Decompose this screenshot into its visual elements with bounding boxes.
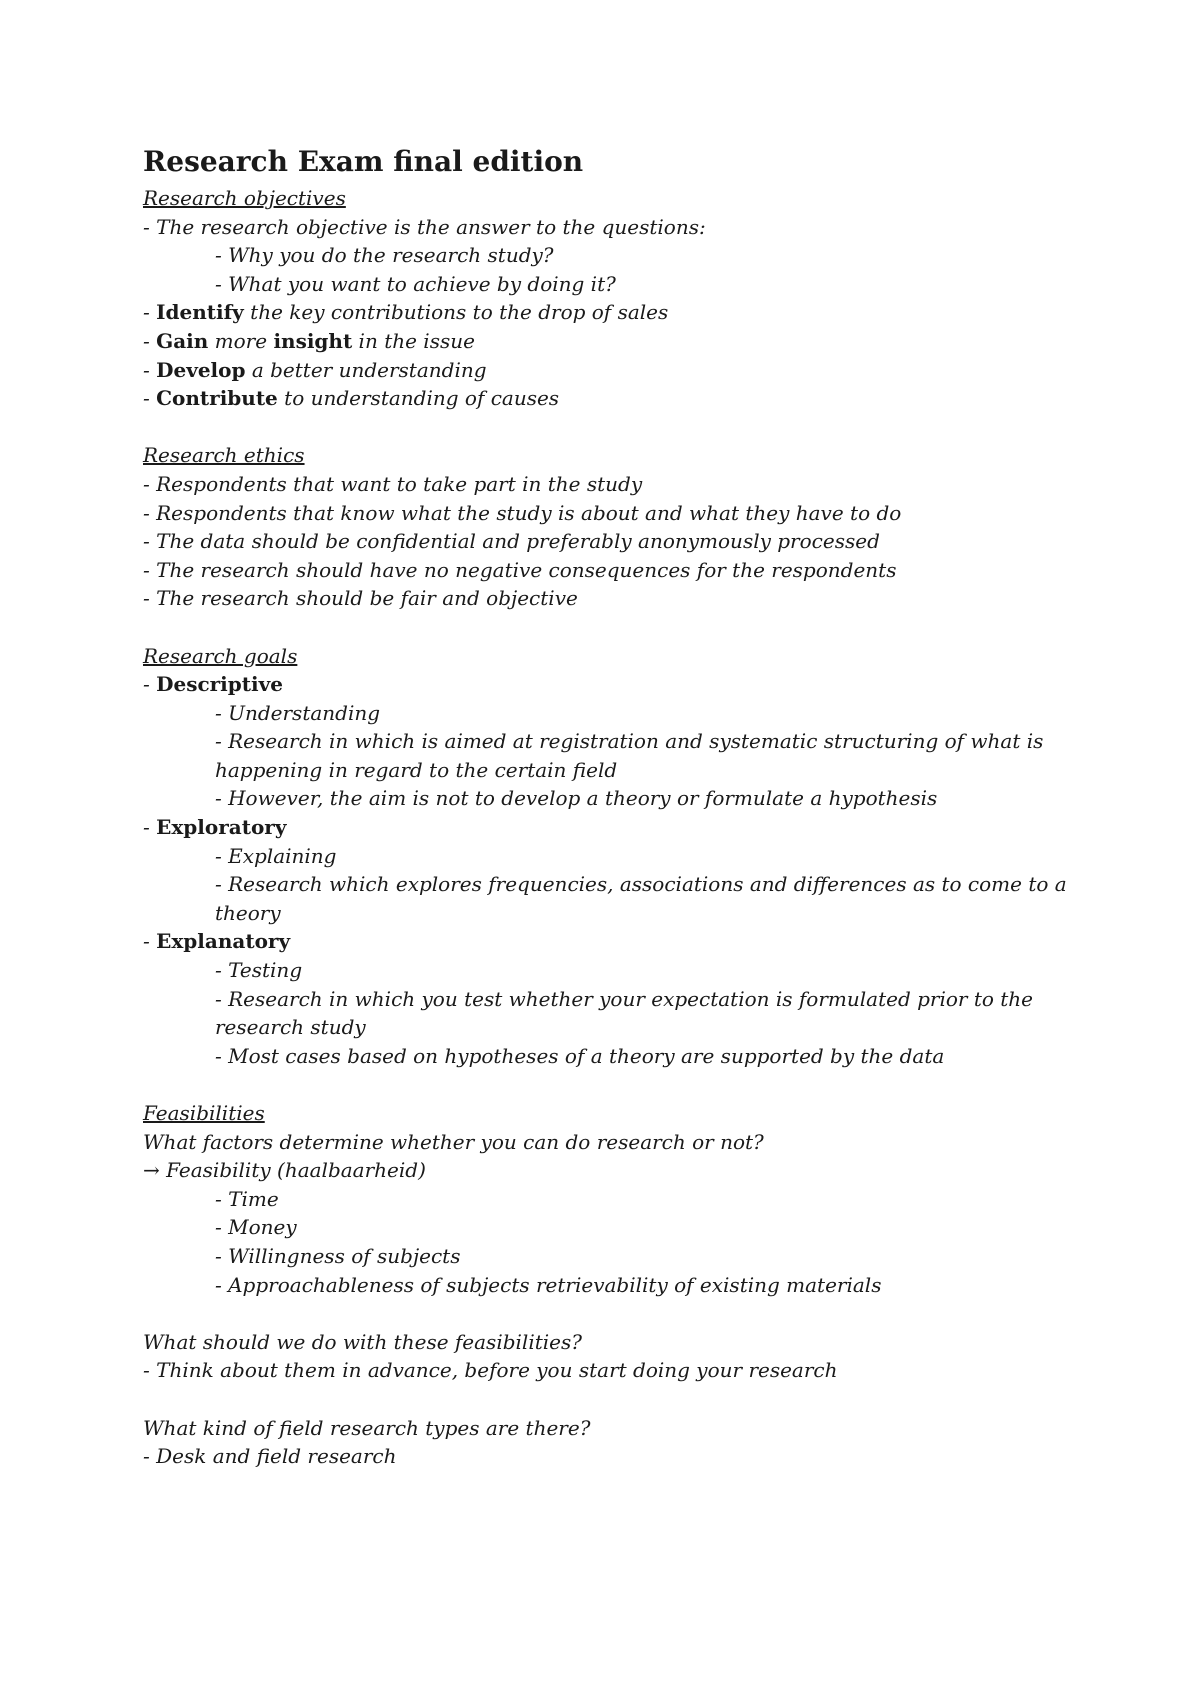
- objective-item: - Gain more insight in the issue: [143, 328, 475, 353]
- feasibility-answer-3: - Desk and field research: [143, 1444, 397, 1469]
- objective-item: - Contribute to understanding of causes: [143, 386, 560, 411]
- goal-sub-item: - Testing: [215, 958, 303, 983]
- goal-descriptive: - Descriptive: [143, 672, 283, 697]
- goal-sub-item: - Research in which is aimed at registration and systematic structuring of what is happening in regard to the certain field: [215, 729, 1044, 782]
- goal-explanatory: - Explanatory: [143, 929, 291, 954]
- feasibility-line: → Feasibility (haalbaarheid): [143, 1158, 426, 1183]
- section-heading-ethics: Research ethics: [143, 443, 305, 468]
- spacer: [143, 413, 1103, 442]
- spacer: [143, 1299, 1103, 1328]
- spacer: [143, 1070, 1103, 1099]
- section-heading-feasibilities: Feasibilities: [143, 1101, 265, 1125]
- feasibility-factor: - Time: [215, 1186, 279, 1211]
- document-page: [143, 140, 1103, 1471]
- goal-sub-item: - Explaining: [215, 843, 337, 868]
- feasibility-factor: - Money: [215, 1215, 297, 1240]
- ethics-item: - The research should be fair and objective: [143, 586, 578, 611]
- document-title: Research Exam final edition: [143, 145, 584, 178]
- goal-exploratory: - Exploratory: [143, 815, 287, 840]
- goal-sub-item: - Understanding: [215, 700, 381, 725]
- feasibility-question-3: What kind of field research types are there?: [143, 1415, 591, 1440]
- feasibility-question: What factors determine whether you can do research or not?: [143, 1129, 764, 1154]
- ethics-item: - Respondents that want to take part in the study: [143, 471, 643, 496]
- feasibility-factor: - Approachableness of subjects retrievability of existing materials: [215, 1272, 882, 1297]
- ethics-item: - The data should be confidential and preferably anonymously processed: [143, 529, 880, 554]
- section-heading-goals: Research goals: [143, 643, 298, 668]
- objectives-intro: - The research objective is the answer to the questions:: [143, 214, 706, 239]
- objective-item: - Develop a better understanding: [143, 357, 487, 382]
- feasibility-question-2: What should we do with these feasibilities?: [143, 1329, 582, 1354]
- objectives-sub-question: - Why you do the research study?: [215, 243, 554, 268]
- feasibility-factor: - Willingness of subjects: [215, 1243, 461, 1268]
- ethics-item: - Respondents that know what the study is about and what they have to do: [143, 500, 902, 525]
- goal-sub-item: - However, the aim is not to develop a theory or formulate a hypothesis: [215, 786, 938, 811]
- objective-item: - Identify the key contributions to the drop of sales: [143, 300, 669, 325]
- goal-sub-item: - Research which explores frequencies, associations and differences as to come to a theory: [215, 872, 1067, 925]
- spacer: [143, 613, 1103, 642]
- ethics-item: - The research should have no negative consequences for the respondents: [143, 557, 897, 582]
- feasibility-answer-2: - Think about them in advance, before you start doing your research: [143, 1358, 838, 1383]
- arrow-right-icon: →: [143, 1158, 160, 1183]
- objectives-sub-question: - What you want to achieve by doing it?: [215, 271, 616, 296]
- goal-sub-item: - Research in which you test whether your expectation is formulated prior to the research study: [215, 986, 1034, 1040]
- goal-sub-item: - Most cases based on hypotheses of a theory are supported by the data: [215, 1043, 945, 1068]
- spacer: [143, 1385, 1103, 1414]
- section-heading-objectives: Research objectives: [143, 186, 346, 210]
